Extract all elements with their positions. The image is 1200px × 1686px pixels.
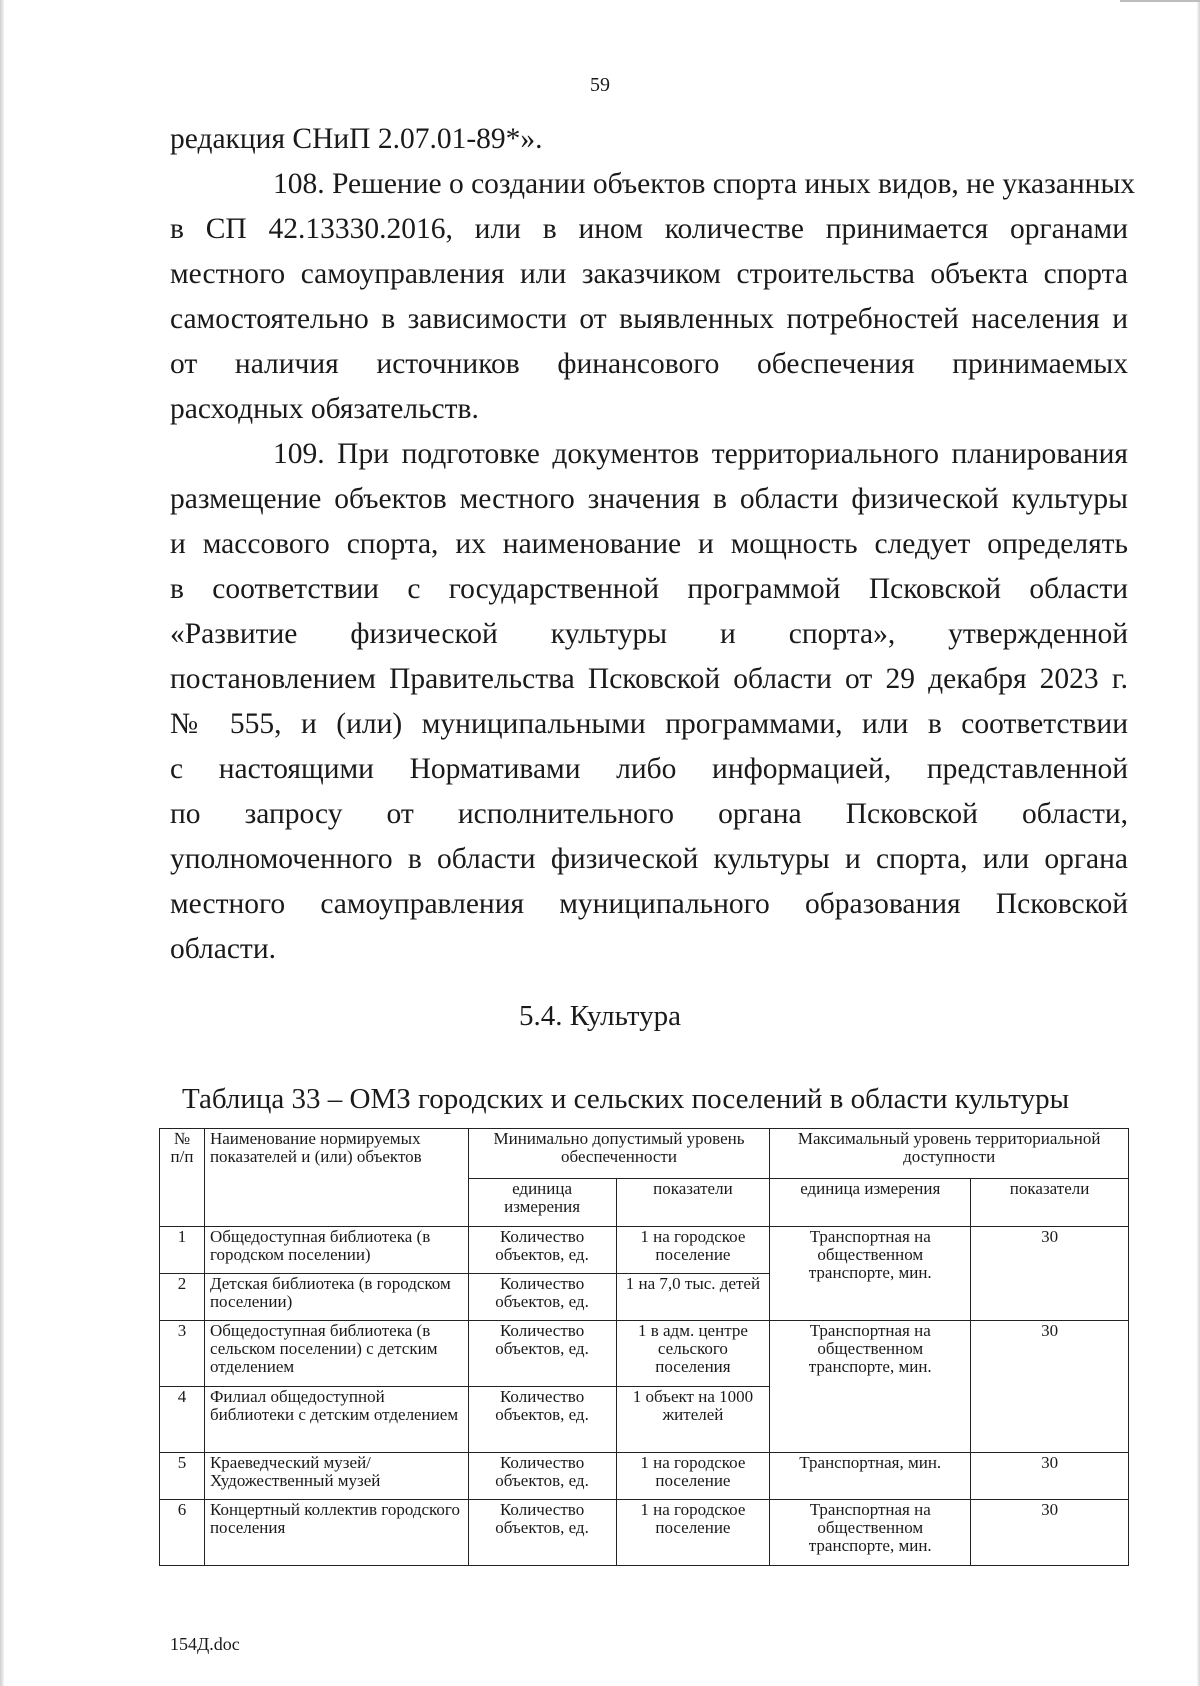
row-value: 1 на 7,0 тыс. детей [616,1274,770,1321]
page-number: 59 [590,74,610,96]
row-num: 6 [160,1500,205,1566]
row-unit: Количество объектов, ед. [468,1387,616,1453]
scan-edge-left [0,0,4,1686]
row-unit: Количество объектов, ед. [468,1274,616,1321]
header-num: № п/п [160,1129,205,1227]
paragraph-line: в соответствии с государственной программой Псковской области [170,573,1128,605]
row-name: Общедоступная библиотека (в сельском поселении) с детским отделением [204,1321,468,1387]
header-name: Наименование нормируемых показателей и (или) объектов [204,1129,468,1227]
paragraph-line: редакция СНиП 2.07.01-89*». [170,123,543,155]
row-name: Филиал общедоступной библиотеки с детским отделением [204,1387,468,1453]
header-indicators: показатели [616,1179,770,1227]
header-access-unit: единица измерения [770,1179,971,1227]
row-access-unit: Транспортная на общественном транспорте, мин. [770,1321,971,1453]
row-unit: Количество объектов, ед. [468,1321,616,1387]
row-name: Концертный коллектив городского поселения [204,1500,468,1566]
table-row [160,1227,1129,1274]
header-min-level: Минимально допустимый уровень обеспеченности [468,1129,770,1179]
row-num: 1 [160,1227,205,1274]
paragraph-line: «Развитие физической культуры и спорта», утвержденной [170,618,1128,650]
row-access-unit: Транспортная, мин. [770,1453,971,1500]
row-num: 3 [160,1321,205,1387]
table-header-row [160,1129,1129,1179]
paragraph-line: расходных обязательств. [170,393,479,425]
row-access-value: 30 [971,1500,1129,1566]
culture-norms-table [159,1128,1129,1566]
paragraph-line: области. [170,933,276,965]
row-num: 5 [160,1453,205,1500]
row-num: 2 [160,1274,205,1321]
table-caption: Таблица 33 – ОМЗ городских и сельских поселений в области культуры [182,1083,1070,1115]
paragraph-line: постановлением Правительства Псковской области от 29 декабря 2023 г. [170,663,1128,695]
row-access-unit: Транспортная на общественном транспорте, мин. [770,1500,971,1566]
header-unit: единица измерения [468,1179,616,1227]
body-text [170,117,1136,972]
row-access-value: 30 [971,1227,1129,1321]
header-max-level: Максимальный уровень территориальной доступности [770,1129,1129,1179]
row-value: 1 на городское поселение [616,1500,770,1566]
row-access-unit: Транспортная на общественном транспорте, мин. [770,1227,971,1321]
paragraph-line: № 555, и (или) муниципальными программами, или в соответствии [170,708,1128,740]
paragraph-line: и массового спорта, их наименование и мощность следует определять [170,528,1128,560]
table-row [160,1500,1129,1566]
paragraph-line: 109. При подготовке документов территориального планирования [273,438,1128,470]
header-access-indicators: показатели [971,1179,1129,1227]
paragraph-line: с настоящими Нормативами либо информацией, представленной [170,753,1128,785]
table-row [160,1321,1129,1387]
row-name: Общедоступная библиотека (в городском поселении) [204,1227,468,1274]
paragraph-line: местного самоуправления муниципального образования Псковской [170,888,1128,920]
paragraph-line: уполномоченного в области физической культуры и спорта, или органа [170,843,1128,875]
section-heading: 5.4. Культура [519,1000,681,1032]
paragraph-line: 108. Решение о создании объектов спорта иных видов, не указанных [273,168,1136,200]
row-unit: Количество объектов, ед. [468,1453,616,1500]
row-num: 4 [160,1387,205,1453]
footer-filename: 154Д.doc [170,1634,240,1654]
row-name: Краеведческий музей/ Художественный музей [204,1453,468,1500]
row-access-value: 30 [971,1321,1129,1453]
row-value: 1 объект на 1000 жителей [616,1387,770,1453]
paragraph-line: местного самоуправления или заказчиком строительства объекта спорта [170,258,1128,290]
paragraph-line: от наличия источников финансового обеспечения принимаемых [170,348,1128,380]
paragraph-line: в СП 42.13330.2016, или в ином количестве принимается органами [170,213,1128,245]
row-unit: Количество объектов, ед. [468,1227,616,1274]
row-value: 1 на городское поселение [616,1453,770,1500]
paragraph-line: по запросу от исполнительного органа Псковской области, [170,798,1128,830]
table-row [160,1453,1129,1500]
row-value: 1 в адм. центре сельского поселения [616,1321,770,1387]
row-name: Детская библиотека (в городском поселении) [204,1274,468,1321]
paragraph-line: самостоятельно в зависимости от выявленных потребностей населения и [170,303,1128,335]
paragraph-line: размещение объектов местного значения в области физической культуры [170,483,1128,515]
scan-mark [1120,0,1200,2]
row-unit: Количество объектов, ед. [468,1500,616,1566]
row-access-value: 30 [971,1453,1129,1500]
row-value: 1 на городское поселение [616,1227,770,1274]
